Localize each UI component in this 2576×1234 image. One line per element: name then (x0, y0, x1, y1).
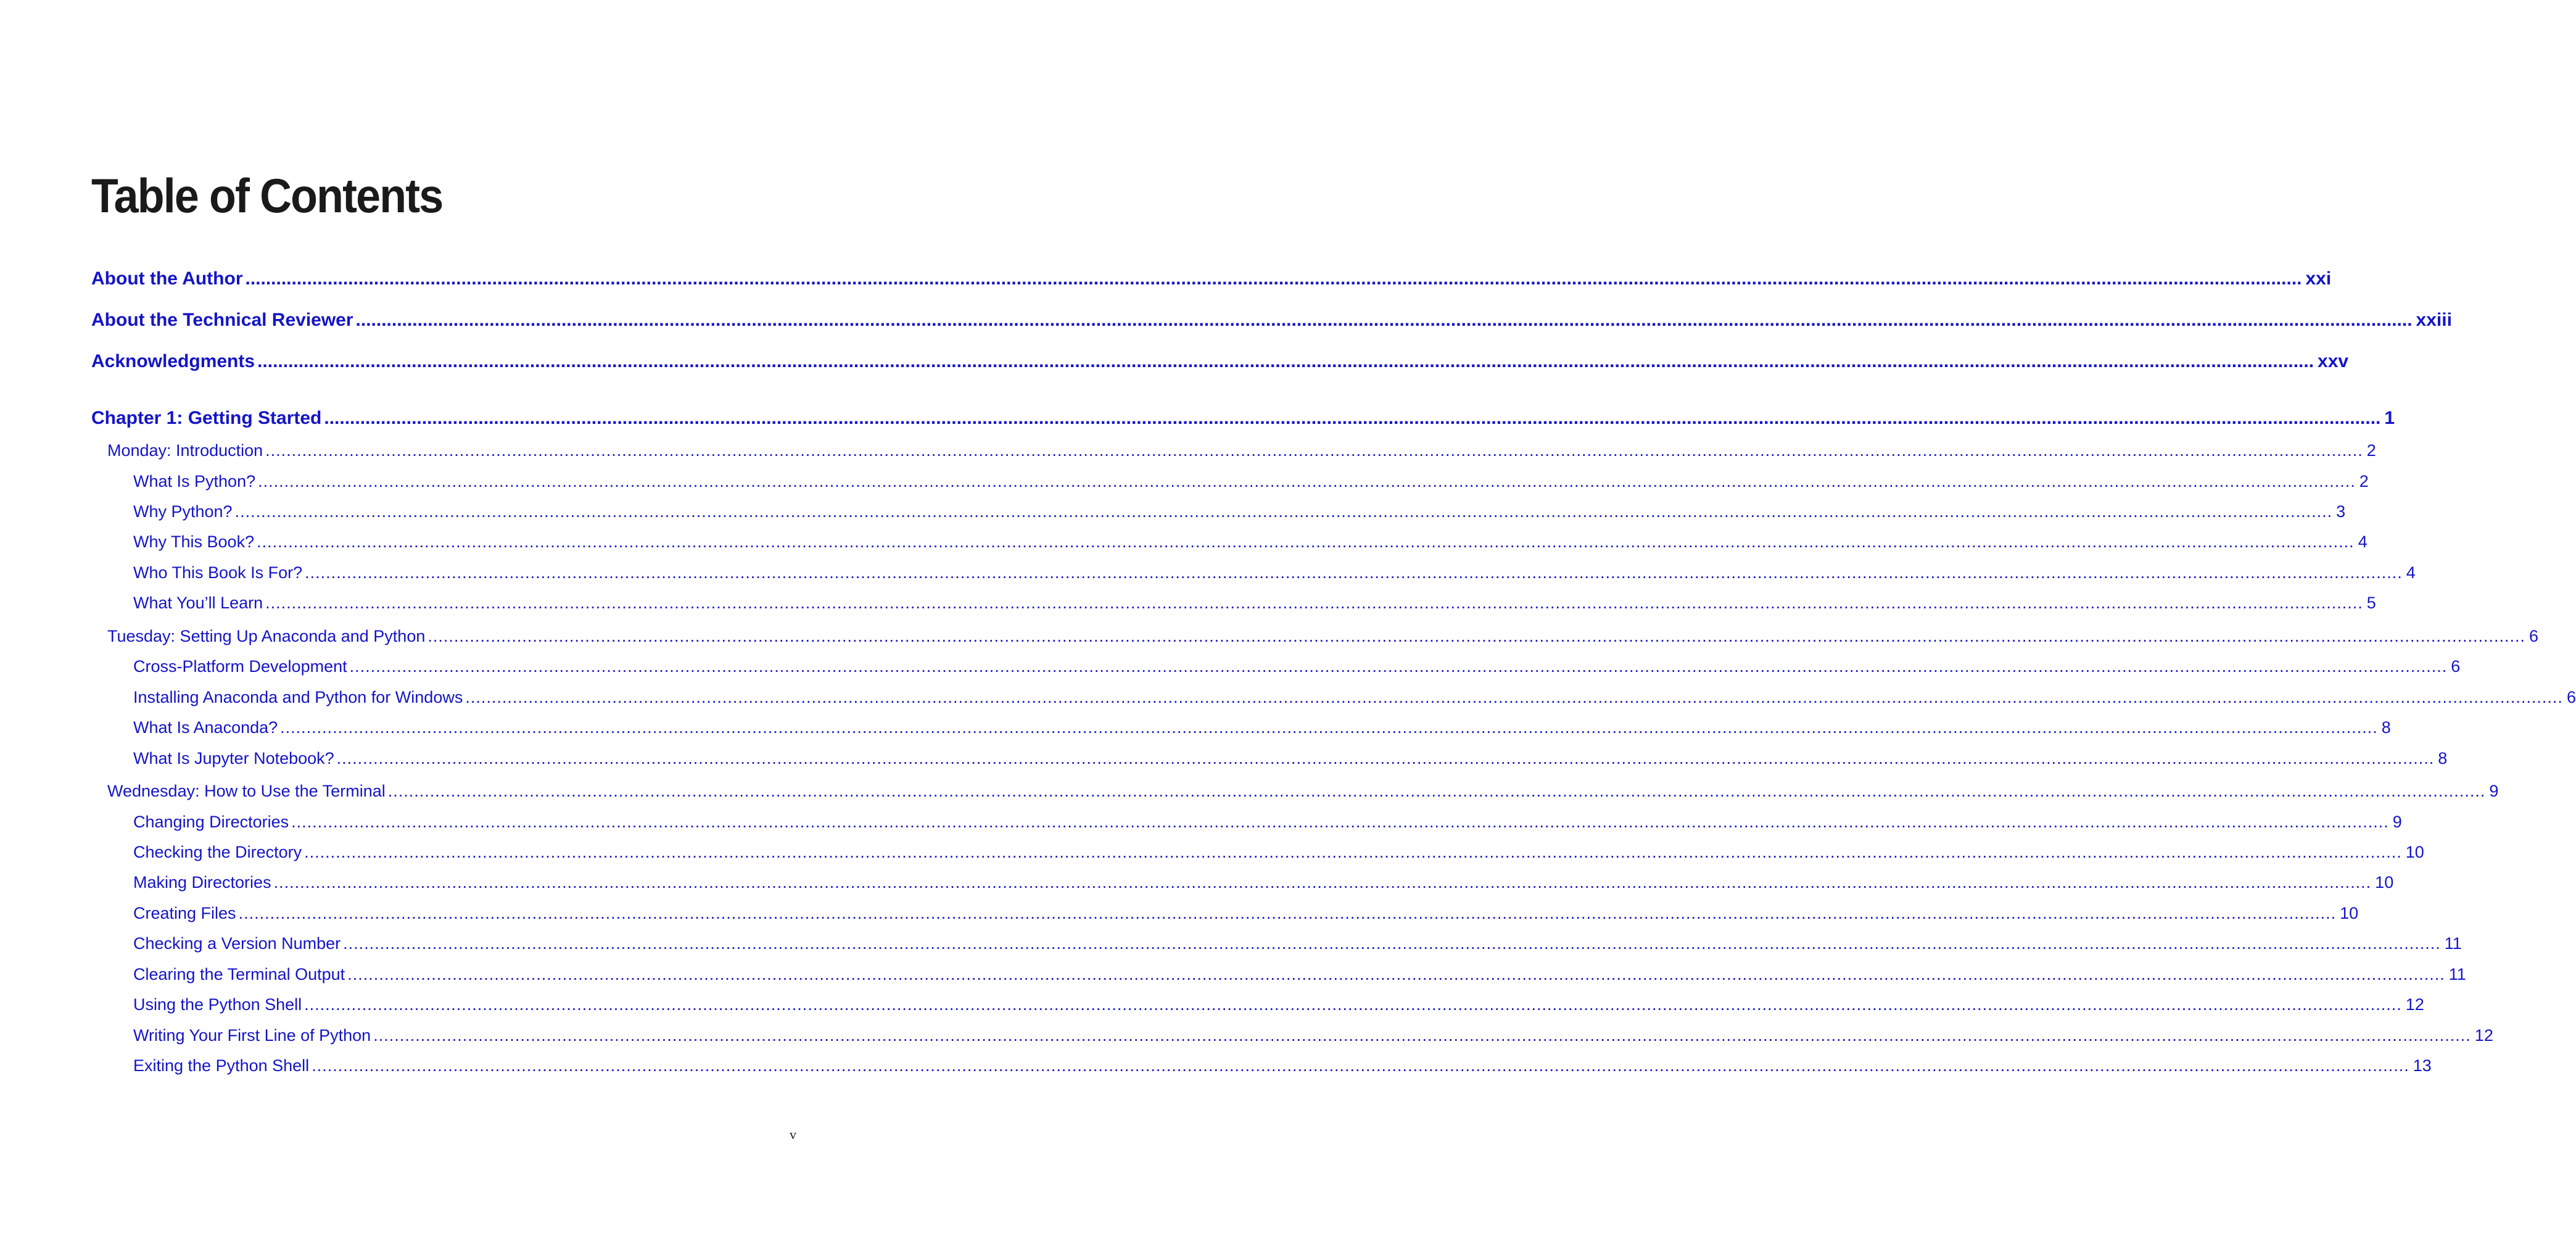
dot-leader: ................................................................................................................................................................................................................................................................................................................................................................................................................ (291, 813, 2389, 831)
dot-leader: ................................................................................................................................................................................................................................................................................................................................................................................................................ (349, 657, 2448, 676)
dot-leader: ................................................................................................................................................................................................................................................................................................................................................................................................................ (265, 594, 2363, 612)
toc-entry-label: About the Author (91, 268, 243, 289)
toc-entry[interactable] (133, 902, 2359, 924)
toc-entry-label: What Is Jupyter Notebook? (133, 749, 334, 768)
dot-leader: ................................................................................................................................................................................................................................................................................................................................................................................................................ (245, 268, 2302, 289)
toc-entry-page-number: 8 (2381, 718, 2391, 737)
dot-leader: ................................................................................................................................................................................................................................................................................................................................................................................................................ (304, 995, 2402, 1014)
toc-entry-page-number: 11 (2448, 965, 2466, 983)
dot-leader: ................................................................................................................................................................................................................................................................................................................................................................................................................ (257, 532, 2355, 551)
toc-entry-page-number: 4 (2406, 563, 2416, 582)
toc-entry[interactable] (133, 1024, 2493, 1046)
toc-entry-page-number: xxi (2305, 268, 2332, 289)
toc-entry-page-number: 13 (2413, 1056, 2432, 1075)
toc-entry-page-number: 9 (2489, 782, 2499, 800)
toc-entry[interactable] (133, 932, 2462, 954)
dot-leader: ................................................................................................................................................................................................................................................................................................................................................................................................................ (238, 904, 2337, 922)
toc-entry[interactable] (133, 841, 2424, 863)
toc-entry-page-number: 11 (2444, 934, 2462, 953)
toc-entry-label: Exiting the Python Shell (133, 1056, 310, 1075)
toc-entry-label: Checking the Directory (133, 843, 302, 861)
toc-entry[interactable] (133, 531, 2368, 553)
toc-entry[interactable] (133, 686, 2576, 708)
toc-entry-page-number: xxv (2318, 351, 2349, 371)
toc-entry-page-number: 10 (2340, 904, 2359, 922)
toc-entry-label: What Is Anaconda? (133, 718, 278, 737)
toc-entry[interactable] (91, 349, 2349, 374)
toc-entry[interactable] (133, 716, 2391, 739)
dot-leader: ................................................................................................................................................................................................................................................................................................................................................................................................................ (427, 627, 2525, 645)
page-title: Table of Contents (91, 168, 443, 223)
toc-entry-label: Creating Files (133, 904, 236, 922)
toc-entry-label: Why Python? (133, 502, 233, 521)
toc-entry-page-number: 6 (2451, 657, 2461, 676)
toc-entry[interactable] (107, 780, 2499, 802)
toc-entry-page-number: 4 (2358, 532, 2368, 551)
toc-entry-label: Wednesday: How to Use the Terminal (107, 782, 386, 800)
toc-entry-page-number: 2 (2366, 441, 2376, 460)
toc-entry[interactable] (107, 439, 2376, 462)
toc-entry-page-number: 12 (2405, 995, 2424, 1014)
toc-entry-label: Using the Python Shell (133, 995, 302, 1014)
dot-leader: ................................................................................................................................................................................................................................................................................................................................................................................................................ (336, 749, 2435, 768)
toc-entry[interactable] (133, 747, 2448, 769)
dot-leader: ................................................................................................................................................................................................................................................................................................................................................................................................................ (312, 1056, 2409, 1075)
dot-leader: ................................................................................................................................................................................................................................................................................................................................................................................................................ (273, 873, 2372, 892)
toc-entry[interactable] (107, 625, 2538, 647)
toc-entry[interactable] (91, 308, 2452, 333)
toc-entry-label: Why This Book? (133, 532, 255, 551)
toc-entry-label: Installing Anaconda and Python for Windows (133, 688, 463, 706)
dot-leader: ................................................................................................................................................................................................................................................................................................................................................................................................................ (234, 502, 2333, 521)
toc-entry-label: Clearing the Terminal Output (133, 965, 345, 983)
toc-entry-page-number: 8 (2438, 749, 2448, 768)
toc-entry-label: Who This Book Is For? (133, 563, 303, 582)
toc-entry-page-number: 6 (2529, 627, 2538, 645)
toc-entry-label: Cross-Platform Development (133, 657, 347, 676)
toc-entry-label: What Is Python? (133, 472, 256, 491)
toc-entry[interactable] (133, 500, 2346, 523)
toc-entry-label: Writing Your First Line of Python (133, 1026, 371, 1045)
toc-entry[interactable] (133, 1054, 2432, 1077)
dot-leader: ................................................................................................................................................................................................................................................................................................................................................................................................................ (387, 782, 2486, 800)
toc-entry[interactable] (91, 267, 2332, 291)
dot-leader: ................................................................................................................................................................................................................................................................................................................................................................................................................ (324, 408, 2381, 428)
toc-entry-page-number: 10 (2405, 843, 2424, 861)
page-number: v (790, 1127, 796, 1142)
dot-leader: ................................................................................................................................................................................................................................................................................................................................................................................................................ (257, 351, 2314, 371)
toc-entry-page-number: xxiii (2416, 310, 2452, 330)
toc-entry-label: Changing Directories (133, 813, 289, 831)
toc-entry-page-number: 6 (2566, 688, 2576, 706)
toc-entry[interactable] (91, 406, 2395, 431)
toc-entry-page-number: 2 (2359, 472, 2369, 491)
toc-entry-page-number: 1 (2384, 408, 2395, 428)
dot-leader: ................................................................................................................................................................................................................................................................................................................................................................................................................ (265, 441, 2363, 460)
dot-leader: ................................................................................................................................................................................................................................................................................................................................................................................................................ (304, 843, 2402, 861)
toc-entry-page-number: 3 (2336, 502, 2346, 521)
toc-entry[interactable] (133, 655, 2461, 677)
toc-entry[interactable] (133, 470, 2369, 492)
dot-leader: ................................................................................................................................................................................................................................................................................................................................................................................................................ (258, 472, 2356, 491)
dot-leader: ................................................................................................................................................................................................................................................................................................................................................................................................................ (280, 718, 2378, 737)
toc-entry-label: What You’ll Learn (133, 594, 263, 612)
toc-entry[interactable] (133, 993, 2424, 1016)
dot-leader: ................................................................................................................................................................................................................................................................................................................................................................................................................ (347, 965, 2445, 983)
dot-leader: ................................................................................................................................................................................................................................................................................................................................................................................................................ (343, 934, 2441, 953)
toc-entry[interactable] (133, 871, 2394, 893)
dot-leader: ................................................................................................................................................................................................................................................................................................................................................................................................................ (373, 1026, 2471, 1045)
toc-entry-label: Acknowledgments (91, 351, 255, 371)
toc-entry-page-number: 12 (2474, 1026, 2493, 1045)
toc-entry-label: Tuesday: Setting Up Anaconda and Python (107, 627, 426, 645)
dot-leader: ................................................................................................................................................................................................................................................................................................................................................................................................................ (465, 688, 2563, 706)
toc-entry-page-number: 9 (2392, 813, 2402, 831)
toc-entry-label: About the Technical Reviewer (91, 310, 353, 330)
dot-leader: ................................................................................................................................................................................................................................................................................................................................................................................................................ (305, 563, 2403, 582)
toc-entry[interactable] (133, 811, 2402, 833)
toc-entry-label: Monday: Introduction (107, 441, 263, 460)
toc-entry-label: Checking a Version Number (133, 934, 341, 953)
toc-entry-label: Making Directories (133, 873, 271, 892)
toc-entry-label: Chapter 1: Getting Started (91, 408, 322, 428)
toc-entry-page-number: 5 (2366, 594, 2376, 612)
dot-leader: ................................................................................................................................................................................................................................................................................................................................................................................................................ (355, 310, 2413, 330)
toc-entry[interactable] (133, 963, 2466, 985)
toc-entry[interactable] (133, 592, 2376, 614)
toc-entry-page-number: 10 (2375, 873, 2394, 892)
toc-entry[interactable] (133, 561, 2416, 584)
